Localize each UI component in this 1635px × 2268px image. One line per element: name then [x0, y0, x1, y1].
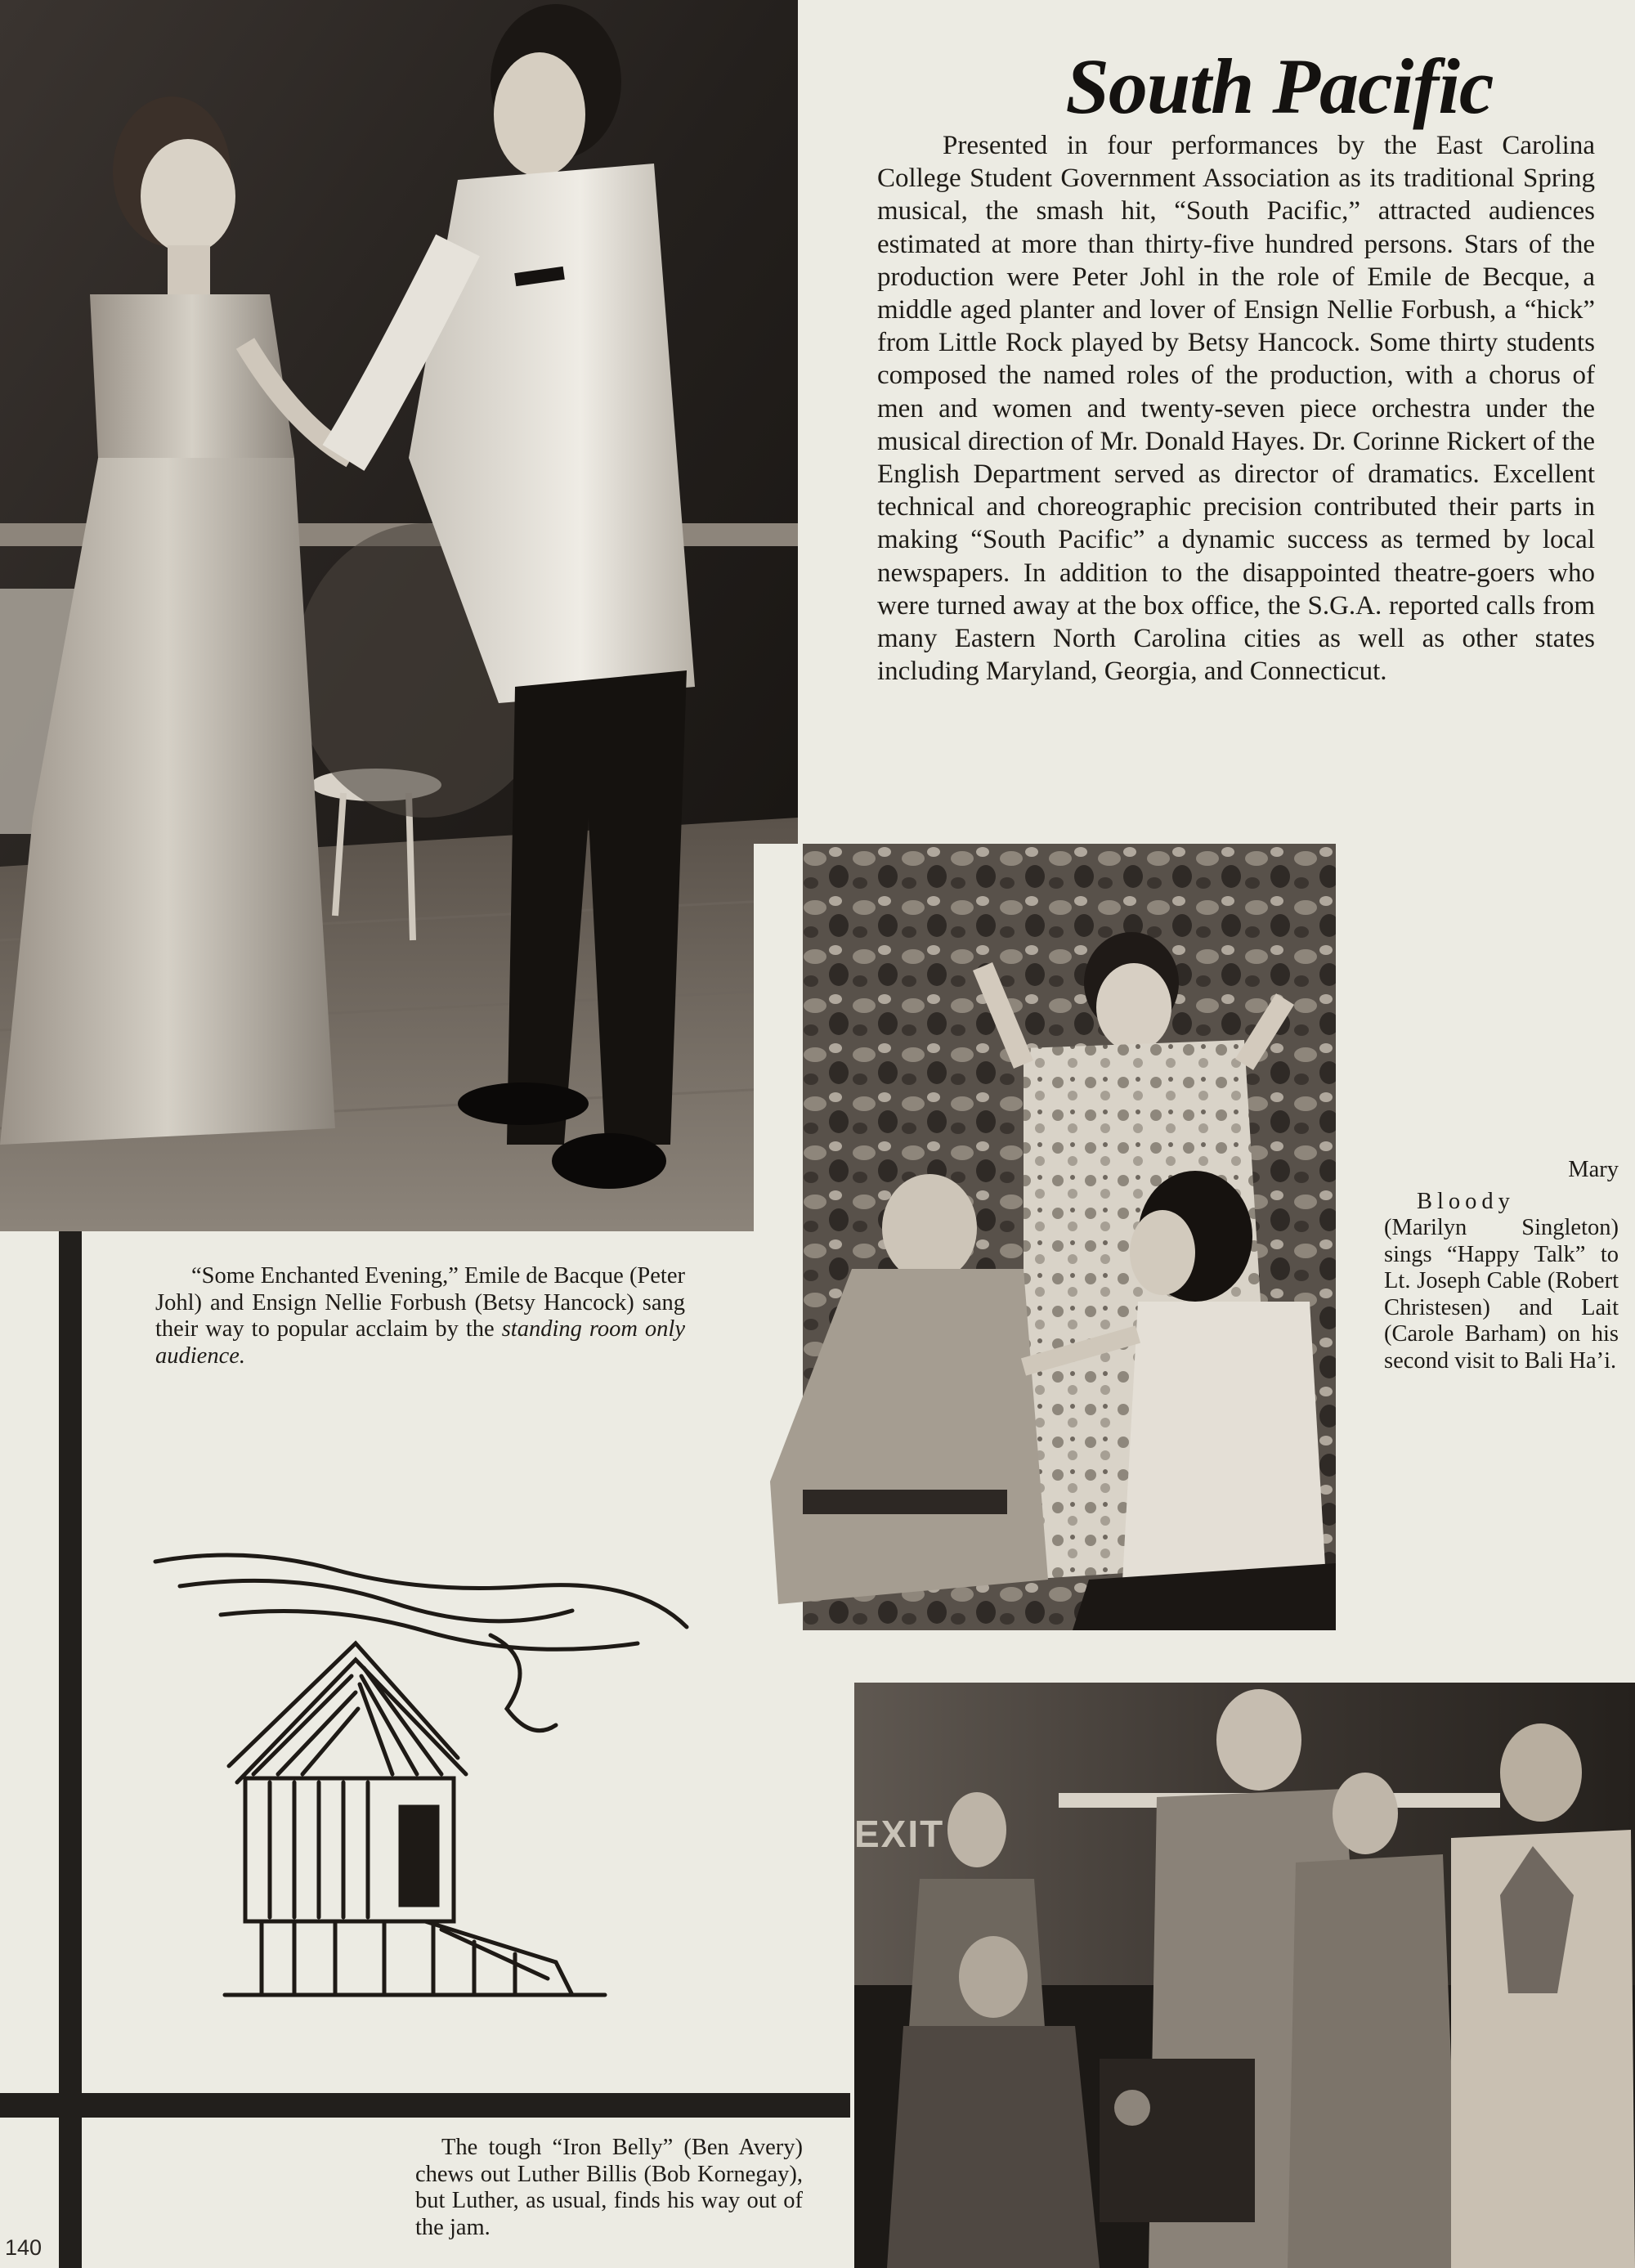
page-number: 140	[5, 2235, 43, 2260]
hut-sketch-illustration	[147, 1537, 719, 2028]
photo-some-enchanted-evening	[0, 0, 798, 1231]
caption-bloody-mary	[1384, 1157, 1619, 1374]
photo-iron-belly-art	[854, 1683, 1635, 2268]
hut-sketch-icon	[147, 1537, 719, 2028]
caption-mary-line1: Mary	[1568, 1157, 1619, 1182]
article-body: Presented in four performances by the East Carolina College Student Government Association as its traditional Spring musical, the smash hit, “South Pacific,” attracted audiences estimated at more than thirty-five hundred persons. Stars of the production were Peter Johl in the role of Emile de Becque, a middle aged planter and lover of Ensign Nellie Forbush, a “hick” from Little Rock played by Betsy Hancock. Some thirty students composed the named roles of the production, with a chorus of men and women and twenty-seven piece orchestra under the musical direction of Mr. Donald Hayes. Dr. Corinne Rickert of the English Department served as director of dramatics. Excellent technical and choreographic precision contributed their parts in making “South Pacific” a dynamic success as termed by local newspapers. In addition to the disappointed theatre-goers who were turned away at the box office, the S.G.A. reported calls from many Eastern North Carolina cities as well as other states including Maryland, Georgia, and Connecticut.	[877, 131, 1595, 687]
exit-sign: EXIT	[854, 1813, 945, 1855]
photo-enchanted-art	[0, 0, 798, 1231]
caption-mary-line2: Bloody	[1417, 1188, 1515, 1214]
caption-iron-belly: The tough “Iron Belly” (Ben Avery) chews out Luther Billis (Bob Kornegay), but Luther, as usual, finds his way out of the jam.	[415, 2135, 803, 2240]
frame-rule-horizontal	[0, 2093, 850, 2118]
caption-mary-body: (Marilyn Singleton) sings “Happy Talk” to Lt. Joseph Cable (Robert Christesen) and Lait (Carole Barham) on his second visit to Bali Ha’i.	[1384, 1215, 1619, 1374]
caption-enchanted-italic: standing room only audience.	[155, 1316, 685, 1369]
caption-enchanted-text: “Some Enchanted Evening,” Emile de Bacque (Peter Johl) and Ensign Nellie Forbush (Betsy Hancock) sang their way to popular acclaim by the	[155, 1263, 685, 1342]
photo-iron-belly	[854, 1683, 1635, 2268]
photo-happy-talk	[754, 844, 1336, 1630]
photo-happy-talk-art	[754, 844, 1336, 1630]
page-title: South Pacific	[1065, 43, 1494, 131]
caption-some-enchanted-evening	[155, 1263, 685, 1369]
